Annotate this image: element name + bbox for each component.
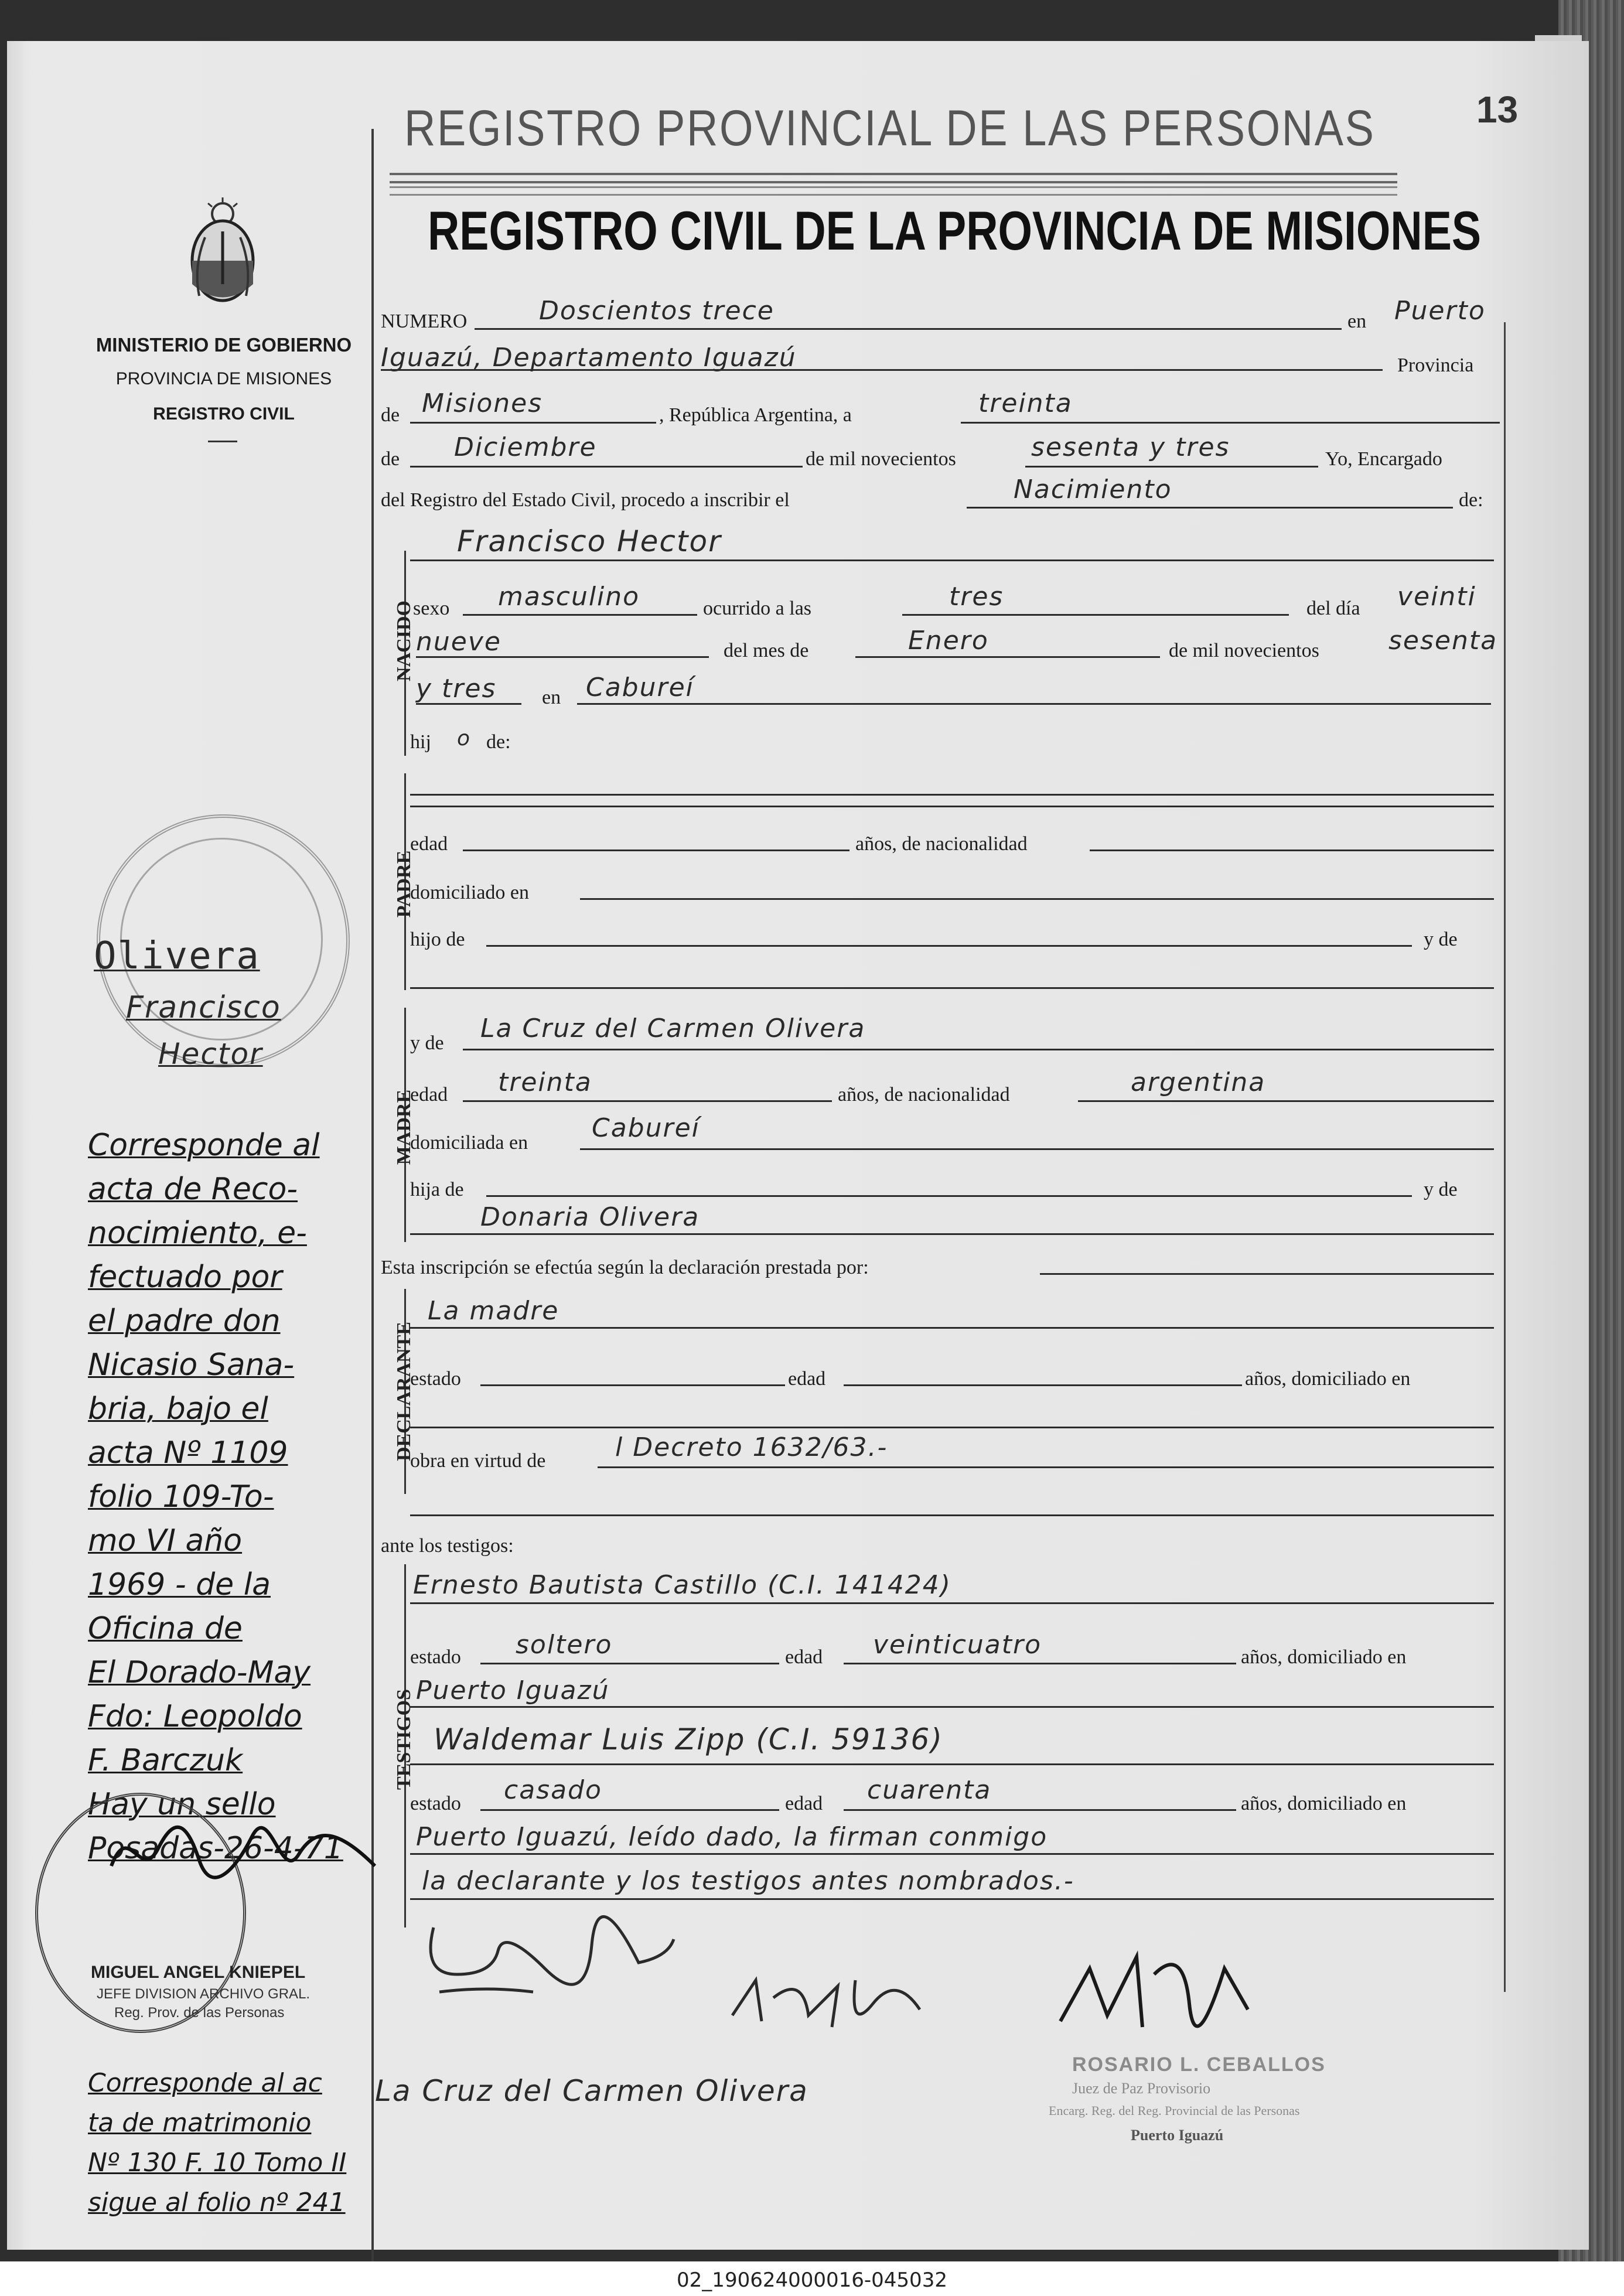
decl-estado: estado bbox=[410, 1368, 461, 1390]
bottom-note-line: Nº 130 F. 10 Tomo II bbox=[88, 2148, 347, 2178]
de-colon: de: bbox=[1459, 489, 1483, 511]
header-registro-civil: REGISTRO CIVIL DE LA PROVINCIA DE MISIONES bbox=[428, 200, 1482, 261]
margin-name-3: Hector bbox=[158, 1037, 263, 1071]
de-mil-text: de mil novecientos bbox=[1169, 640, 1319, 661]
madre-nombre: La Cruz del Carmen Olivera bbox=[480, 1014, 866, 1043]
numero-label: NUMERO bbox=[381, 311, 468, 332]
coat-of-arms-icon bbox=[182, 196, 264, 319]
t2-domicilio: Puerto Iguazú, leído dado, la firman conmigo bbox=[416, 1822, 1048, 1852]
provincia-value: Misiones bbox=[422, 388, 543, 418]
padre-domiciliado: domiciliado en bbox=[410, 882, 530, 903]
obra-text: obra en virtud de bbox=[410, 1450, 546, 1472]
padre-y-de: y de bbox=[1424, 929, 1458, 950]
judge-signature bbox=[1055, 1933, 1260, 2045]
declaracion-text: Esta inscripción se efectúa según la declaración prestada por: bbox=[381, 1257, 869, 1278]
header-registro-provincial: REGISTRO PROVINCIAL DE LAS PERSONAS bbox=[404, 100, 1376, 156]
margin-name-2: Francisco bbox=[126, 990, 281, 1025]
nombre-value: Francisco Hector bbox=[457, 524, 722, 558]
decl-edad: edad bbox=[788, 1368, 826, 1390]
ministry-name: MINISTERIO DE GOBIERNO bbox=[95, 334, 352, 356]
margin-note-line: fectuado por bbox=[88, 1260, 282, 1295]
t2-anios: años, domiciliado en bbox=[1241, 1793, 1407, 1814]
margin-name-1: Olivera bbox=[94, 934, 260, 978]
testigo2-nombre: Waldemar Luis Zipp (C.I. 59136) bbox=[434, 1722, 943, 1756]
en-label: en bbox=[1347, 311, 1367, 332]
mother-signature: La Cruz del Carmen Olivera bbox=[375, 2074, 808, 2108]
official-title: JEFE DIVISION ARCHIVO GRAL. bbox=[97, 1986, 311, 2002]
ministry-dash bbox=[208, 441, 237, 442]
madre-y-de-2: y de bbox=[1424, 1179, 1458, 1200]
margin-note-line: 1969 - de la bbox=[88, 1567, 271, 1602]
witness-signature bbox=[721, 1963, 955, 2039]
registro-text: del Registro del Estado Civil, procedo a inscribir el bbox=[381, 489, 790, 511]
margin-note-line: folio 109-To- bbox=[88, 1479, 274, 1514]
anio-nac-value-2: y tres bbox=[416, 674, 497, 704]
official-signature bbox=[105, 1813, 381, 1889]
judge-title: Juez de Paz Provisorio bbox=[1072, 2080, 1211, 2097]
republica-text: , República Argentina, a bbox=[659, 404, 852, 426]
provincia-label: Provincia bbox=[1397, 354, 1474, 376]
t1-estado-value: soltero bbox=[516, 1630, 613, 1660]
sexo-value: masculino bbox=[498, 582, 640, 612]
t1-domicilio: Puerto Iguazú bbox=[416, 1676, 610, 1705]
ocurrido-text: ocurrido a las bbox=[703, 598, 812, 619]
t1-edad-label: edad bbox=[785, 1646, 823, 1668]
de-label-2: de bbox=[381, 448, 400, 470]
label-madre: MADRE bbox=[393, 1089, 415, 1165]
margin-note-line: mo VI año bbox=[88, 1523, 243, 1558]
form-right-border bbox=[1504, 322, 1506, 1992]
margin-note-line: F. Barczuk bbox=[88, 1743, 243, 1778]
hijo-text: hij bbox=[410, 731, 431, 753]
en-text: en bbox=[542, 687, 561, 708]
sexo-label: sexo bbox=[413, 598, 450, 619]
del-dia-text: del día bbox=[1306, 598, 1360, 619]
margin-note-line: el padre don bbox=[88, 1304, 281, 1339]
bottom-note-line: Corresponde al ac bbox=[88, 2068, 322, 2098]
lugar-value-1: Puerto bbox=[1394, 296, 1486, 326]
madre-anios: años, de nacionalidad bbox=[838, 1084, 1010, 1106]
margin-note-line: nocimiento, e- bbox=[88, 1216, 307, 1251]
madre-hija-de: hija de bbox=[410, 1179, 464, 1200]
margin-note-line: Fdo: Leopoldo bbox=[88, 1699, 302, 1734]
margin-note-line: bria, bajo el bbox=[88, 1391, 268, 1427]
cierre-text: la declarante y los testigos antes nombrados.- bbox=[422, 1866, 1074, 1896]
judge-dept: Encarg. Reg. del Reg. Provincial de las Personas bbox=[1049, 2103, 1300, 2118]
mil-novecientos-text: de mil novecientos bbox=[806, 448, 956, 470]
label-padre: PADRE bbox=[393, 850, 415, 918]
margin-note-line: acta de Reco- bbox=[88, 1172, 298, 1207]
declarante-value: La madre bbox=[428, 1296, 559, 1326]
madre-domiciliada: domiciliada en bbox=[410, 1132, 528, 1154]
image-code: 02_190624000016-045032 bbox=[677, 2268, 947, 2292]
madre-edad-label: edad bbox=[410, 1084, 448, 1106]
page-number: 13 bbox=[1476, 88, 1519, 131]
t2-edad-value: cuarenta bbox=[867, 1775, 992, 1805]
yo-encargado-text: Yo, Encargado bbox=[1325, 448, 1442, 470]
t2-estado-value: casado bbox=[504, 1775, 602, 1805]
madre-nacionalidad: argentina bbox=[1131, 1067, 1266, 1097]
dia-nac-value-2: nueve bbox=[416, 627, 501, 657]
label-nacido: NACIDO bbox=[393, 601, 415, 681]
ministry-registry: REGISTRO CIVIL bbox=[153, 404, 295, 424]
acto-value: Nacimiento bbox=[1014, 475, 1172, 504]
ministry-province: PROVINCIA DE MISIONES bbox=[115, 369, 332, 388]
bottom-note-line: ta de matrimonio bbox=[88, 2108, 312, 2138]
hijo-suffix: o bbox=[457, 726, 472, 750]
label-declarante: DECLARANTE bbox=[393, 1321, 415, 1461]
margin-note-line: Nicasio Sana- bbox=[88, 1347, 295, 1383]
t1-edad-value: veinticuatro bbox=[873, 1630, 1042, 1660]
madre-abuela: Donaria Olivera bbox=[480, 1202, 700, 1232]
margin-note-line: Corresponde al bbox=[88, 1128, 320, 1163]
decl-anios: años, domiciliado en bbox=[1245, 1368, 1411, 1390]
bottom-note-line: sigue al folio nº 241 bbox=[88, 2188, 346, 2217]
obra-value: l Decreto 1632/63.- bbox=[615, 1432, 888, 1462]
padre-anios: años, de nacionalidad bbox=[855, 833, 1028, 855]
numero-value: Doscientos trece bbox=[539, 296, 775, 326]
hora-value: tres bbox=[949, 582, 1004, 612]
header-rule-2 bbox=[390, 186, 1397, 196]
anio-nac-value-1: sesenta bbox=[1388, 626, 1498, 656]
mes-value: Diciembre bbox=[454, 432, 597, 462]
padre-edad: edad bbox=[410, 833, 448, 855]
official-dept: Reg. Prov. de las Personas bbox=[114, 2005, 285, 2021]
del-mes-text: del mes de bbox=[724, 640, 809, 661]
margin-note-line: El Dorado-May bbox=[88, 1655, 311, 1690]
dia-nac-value-1: veinti bbox=[1397, 582, 1476, 612]
official-name: MIGUEL ANGEL KNIEPEL bbox=[91, 1963, 306, 1982]
t1-anios: años, domiciliado en bbox=[1241, 1646, 1407, 1668]
declarant-signature bbox=[416, 1904, 680, 2004]
de-label: de bbox=[381, 404, 400, 426]
padre-hijo-de: hijo de bbox=[410, 929, 465, 950]
margin-note-line: Posadas-26-4-71 bbox=[88, 1831, 343, 1866]
testigos-text: ante los testigos: bbox=[381, 1535, 514, 1557]
dia-value: treinta bbox=[978, 388, 1073, 418]
anio-value: sesenta y tres bbox=[1031, 432, 1230, 462]
mes-nac-value: Enero bbox=[908, 626, 989, 656]
t2-estado-label: estado bbox=[410, 1793, 461, 1814]
t2-edad-label: edad bbox=[785, 1793, 823, 1814]
madre-y-de: y de bbox=[410, 1032, 444, 1054]
judge-place: Puerto Iguazú bbox=[1131, 2127, 1224, 2144]
margin-note-line: acta Nº 1109 bbox=[88, 1435, 288, 1471]
lugar-nac-value: Cabureí bbox=[586, 673, 694, 702]
madre-domicilio-value: Cabureí bbox=[592, 1113, 700, 1143]
margin-note-line: Oficina de bbox=[88, 1611, 243, 1646]
lugar-value-2: Iguazú, Departamento Iguazú bbox=[381, 343, 797, 373]
label-testigos: TESTIGOS bbox=[393, 1689, 415, 1790]
madre-edad-value: treinta bbox=[498, 1067, 592, 1097]
margin-note-line: Hay un sello bbox=[88, 1787, 276, 1822]
testigo1-nombre: Ernesto Bautista Castillo (C.I. 141424) bbox=[413, 1570, 951, 1600]
header-rule bbox=[390, 173, 1397, 183]
judge-name: ROSARIO L. CEBALLOS bbox=[1072, 2053, 1326, 2076]
margin-divider bbox=[371, 129, 374, 2273]
hijo-de: de: bbox=[486, 731, 511, 753]
t1-estado-label: estado bbox=[410, 1646, 461, 1668]
